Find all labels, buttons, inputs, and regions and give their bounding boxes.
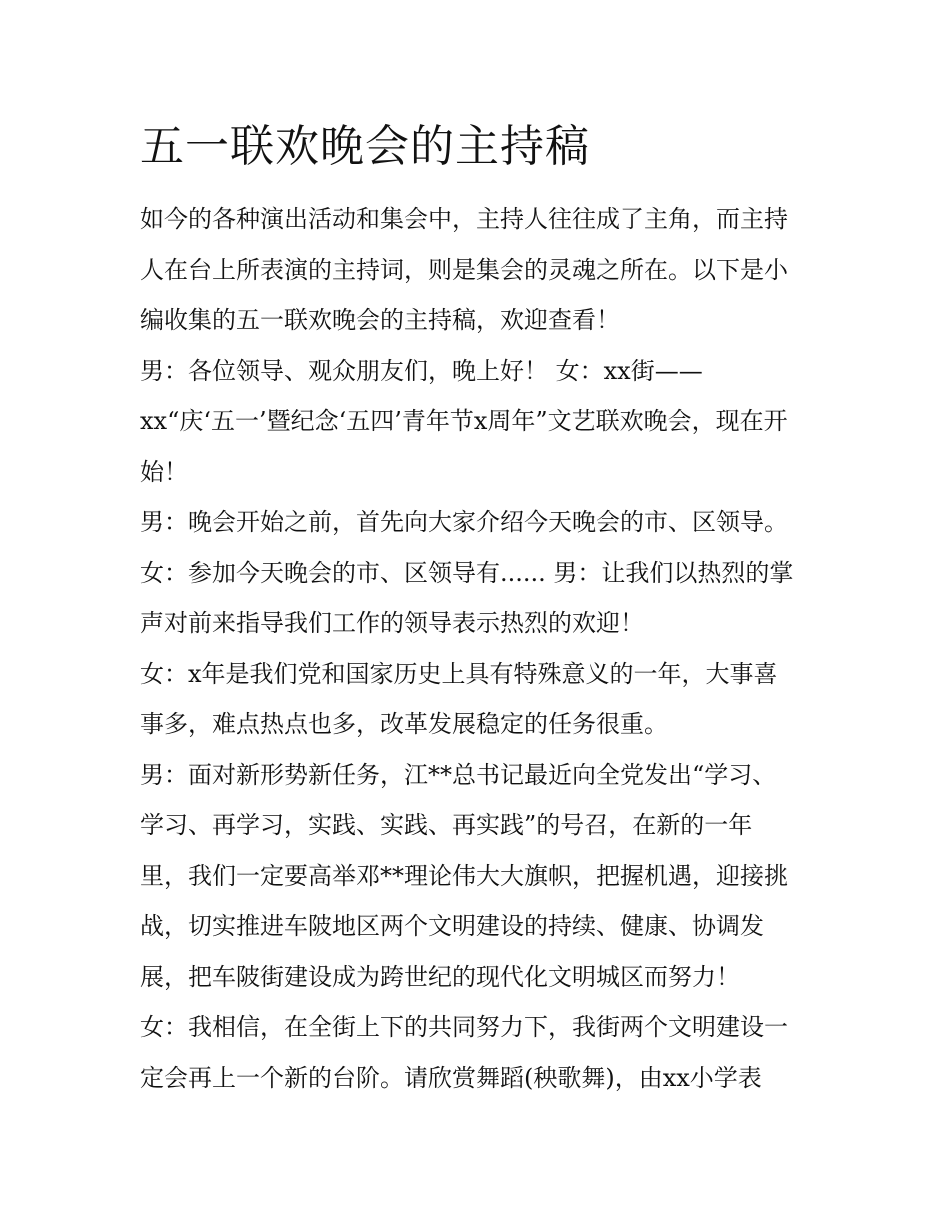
body-line: xx“庆‘五一’暨纪念‘五四’青年节x周年”文艺联欢晚会，现在开 xyxy=(140,407,788,435)
body-line: 声对前来指导我们工作的领导表示热烈的欢迎！ xyxy=(140,609,644,637)
document-title: 五一联欢晚会的主持稿 xyxy=(140,121,590,172)
body-line: 男：各位领导、观众朋友们，晚上好！ 女：xx街—— xyxy=(140,356,703,385)
body-line: 里，我们一定要高举邓**理论伟大大旗帜，把握机遇，迎接挑 xyxy=(140,861,788,890)
body-line: 女：x年是我们党和国家历史上具有特殊意义的一年，大事喜 xyxy=(140,659,778,688)
body-line: 编收集的五一联欢晚会的主持稿，欢迎查看！ xyxy=(140,306,620,334)
document-content xyxy=(140,115,820,1103)
body-line: 展，把车陂街建设成为跨世纪的现代化文明城区而努力！ xyxy=(140,962,740,991)
body-line: 男：面对新形势新任务，江**总书记最近向全党发出“学习、 xyxy=(140,760,777,789)
body-line: 男：晚会开始之前，首先向大家介绍今天晚会的市、区领导。 xyxy=(140,508,788,536)
body-line: 学习、再学习，实践、实践、再实践”的号召，在新的一年 xyxy=(140,811,753,839)
document-body xyxy=(140,194,820,1103)
body-line: 女：我相信，在全街上下的共同努力下，我街两个文明建设一 xyxy=(140,1013,788,1041)
body-line: 人在台上所表演的主持词，则是集会的灵魂之所在。以下是小 xyxy=(140,255,788,284)
body-line: 战，切实推进车陂地区两个文明建设的持续、健康、协调发 xyxy=(140,912,764,940)
body-line: 定会再上一个新的台阶。请欣赏舞蹈(秧歌舞)，由xx小学表 xyxy=(140,1063,762,1092)
body-line: 女：参加今天晚会的市、区领导有...... 男：让我们以热烈的掌 xyxy=(140,558,794,587)
body-line: 始！ xyxy=(140,457,188,486)
body-line: 事多，难点热点也多，改革发展稳定的任务很重。 xyxy=(140,710,668,738)
body-line: 如今的各种演出活动和集会中，主持人往往成了主角，而主持 xyxy=(140,205,788,233)
